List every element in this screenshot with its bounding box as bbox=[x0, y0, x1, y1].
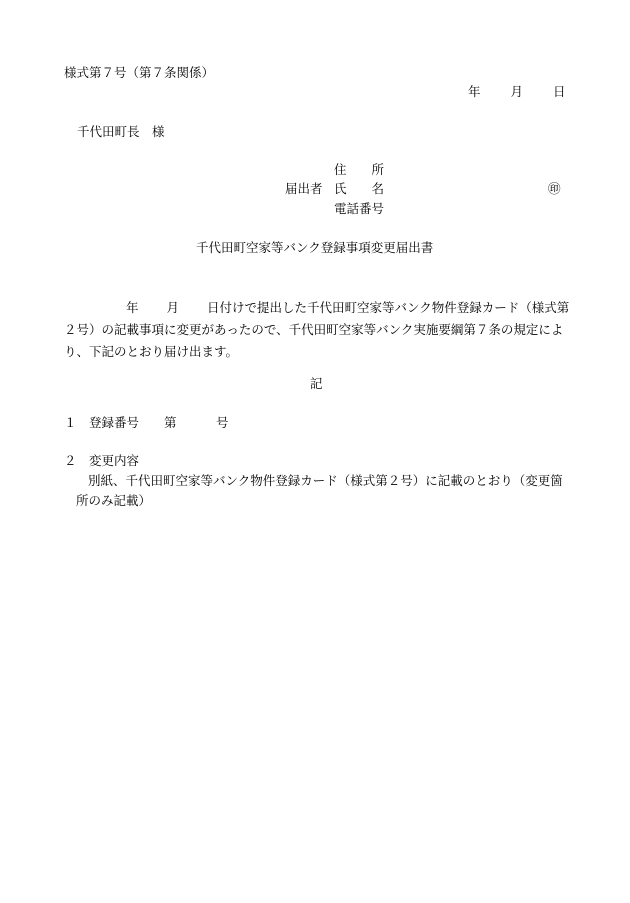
item-1-suffix: 号 bbox=[216, 415, 229, 430]
item-1-number: １ bbox=[64, 415, 77, 430]
body-year: 年 bbox=[126, 300, 139, 315]
item-2-detail bbox=[76, 471, 576, 511]
date-line bbox=[468, 86, 566, 99]
applicant-label: 届出者 bbox=[285, 181, 323, 196]
item-2-detail-line-1: 別紙、千代田町空家等バンク物件登録カード（様式第２号）に記載のとおり（変更箇 bbox=[88, 473, 563, 488]
form-label: 様式第７号（第７条関係） bbox=[64, 65, 215, 80]
address-label: 住 所 bbox=[334, 162, 385, 177]
item-2-number: ２ bbox=[64, 453, 77, 468]
body-month: 月 bbox=[166, 300, 180, 315]
body-line-2: ２号）の記載事項に変更があったので、千代田町空家等バンク実施要綱第７条の規定によ bbox=[64, 322, 564, 337]
phone-label: 電話番号 bbox=[334, 201, 385, 216]
item-2-label: 変更内容 bbox=[89, 453, 140, 468]
seal-mark: ㊞ bbox=[548, 181, 561, 196]
body-line-3: り、下記のとおり届け出ます。 bbox=[64, 344, 239, 359]
body-line-1-rest: 日付けで提出した千代田町空家等バンク物件登録カード（様式第 bbox=[207, 300, 570, 315]
item-1-label: 登録番号 bbox=[89, 415, 140, 430]
item-2-detail-line-2: 所のみ記載） bbox=[76, 493, 152, 508]
date-day: 日 bbox=[553, 84, 566, 99]
item-1-prefix: 第 bbox=[164, 415, 177, 430]
addressee: 千代田町長 様 bbox=[77, 124, 165, 139]
date-year: 年 bbox=[468, 84, 481, 99]
date-month: 月 bbox=[510, 84, 524, 99]
name-label: 氏 名 bbox=[334, 181, 385, 196]
document-title: 千代田町空家等バンク登録事項変更届出書 bbox=[196, 240, 434, 255]
body-line-1 bbox=[64, 297, 572, 319]
ki-heading: 記 bbox=[310, 376, 323, 391]
body-paragraph bbox=[64, 297, 572, 363]
